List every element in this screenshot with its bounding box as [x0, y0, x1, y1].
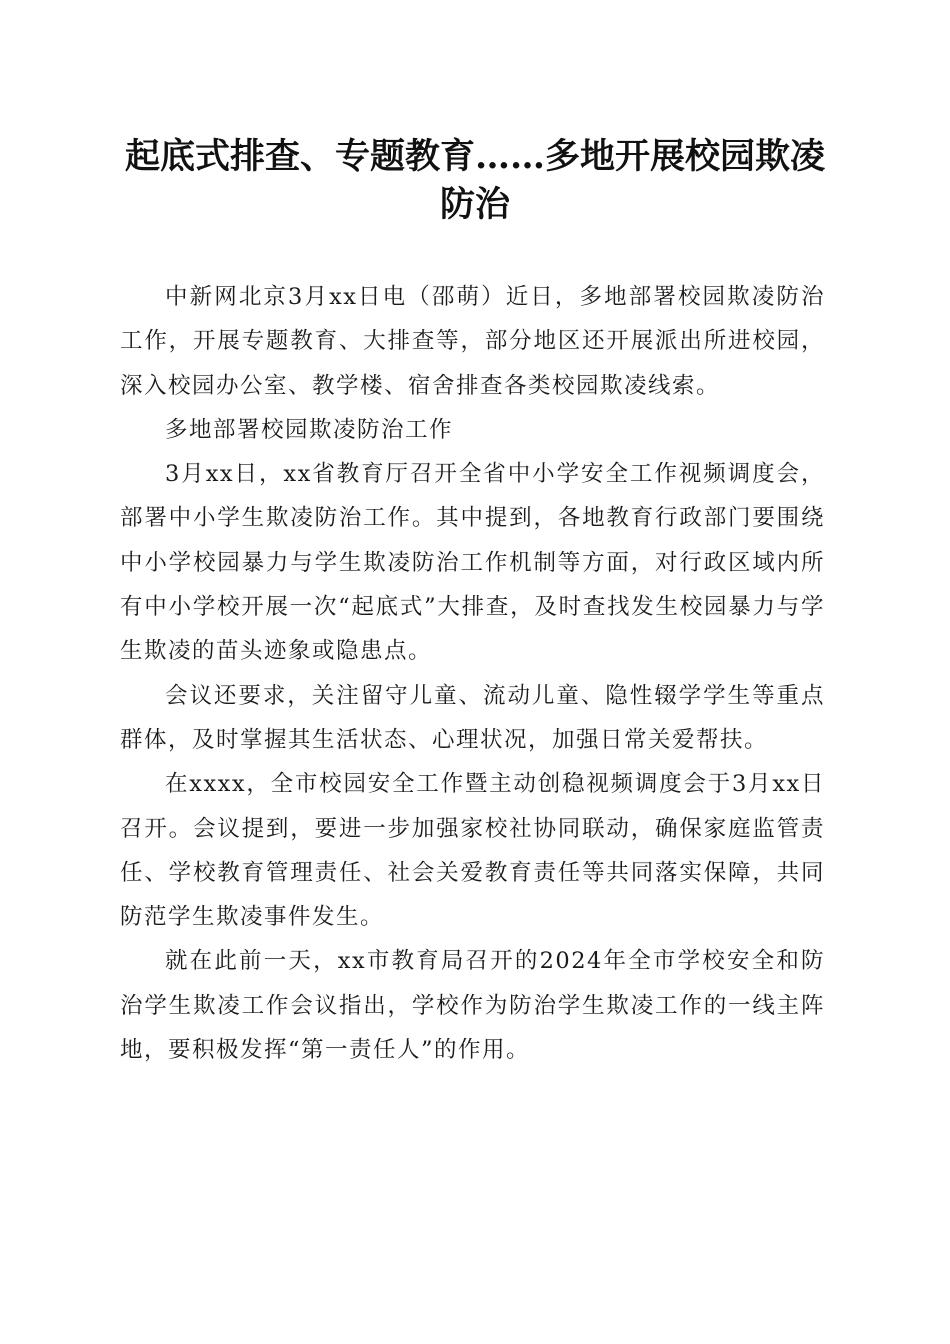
- paragraph-intro: 中新网北京3月xx日电（邵萌）近日，多地部署校园欺凌防治工作，开展专题教育、大排查等，部分地区还开展派出所进校园，深入校园办公室、教学楼、宿舍排查各类校园欺凌线索。: [120, 284, 825, 399]
- paragraph-education-bureau: 就在此前一天，xx市教育局召开的2024年全市学校安全和防治学生欺凌工作会议指出，学校作为防治学生欺凌工作的一线主阵地，要积极发挥“第一责任人”的作用。: [120, 948, 825, 1064]
- document-title: 起底式排查、专题教育……多地开展校园欺凌防治: [124, 136, 825, 225]
- document-body: [120, 275, 825, 1072]
- paragraph-subheading: 多地部署校园欺凌防治工作: [165, 416, 454, 443]
- paragraph-city-meeting: 在xxxx，全市校园安全工作暨主动创稳视频调度会于3月xx日召开。会议提到，要进一步加强家校社协同联动，确保家庭监管责任、学校教育管理责任、社会关爱教育责任等共同落实保障，共同防范学生欺凌事件发生。: [120, 771, 825, 931]
- paragraph-key-groups: 会议还要求，关注留守儿童、流动儿童、隐性辍学学生等重点群体，及时掌握其生活状态、心理状况，加强日常关爱帮扶。: [120, 682, 825, 753]
- paragraph-provincial-meeting: 3月xx日，xx省教育厅召开全省中小学安全工作视频调度会，部署中小学生欺凌防治工作。其中提到，各地教育行政部门要围绕中小学校园暴力与学生欺凌防治工作机制等方面，对行政区域内所有中小学校开展一次“起底式”大排查，及时查找发生校园暴力与学生欺凌的苗头迹象或隐患点。: [120, 461, 825, 665]
